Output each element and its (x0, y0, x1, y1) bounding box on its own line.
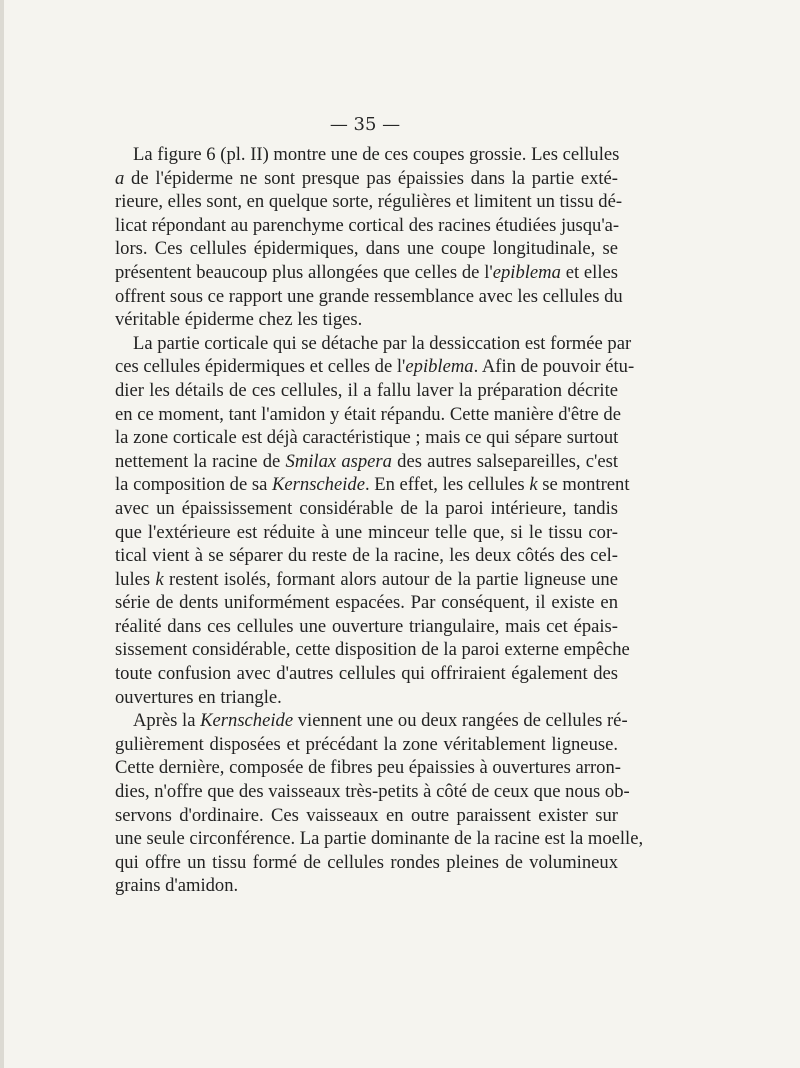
text-line (115, 450, 618, 474)
text-segment: offrent sous ce rapport une grande ressemblance avec les cellules du (115, 285, 623, 307)
text-segment: restent isolés, formant alors autour de la partie ligneuse une (163, 568, 618, 590)
text-segment: servons d'ordinaire. Ces vaisseaux en outre paraissent exister sur (115, 804, 618, 826)
text-segment: Après la (133, 710, 201, 732)
text-segment: . Afin de pouvoir étu- (473, 356, 635, 378)
text-line (115, 686, 618, 710)
text-line (115, 261, 618, 285)
italic-term: a (115, 167, 125, 189)
text-segment: des autres salsepareilles, c'est (391, 450, 619, 472)
italic-term: Kernscheide (272, 474, 365, 496)
text-line (115, 473, 630, 497)
italic-term: k (155, 568, 164, 590)
page-number: — 35 — (329, 114, 401, 135)
text-segment: se montrent (537, 474, 630, 496)
text-line (115, 709, 628, 733)
text-segment: la zone corticale est déjà caractéristique ; mais ce qui sépare surtout (115, 427, 619, 449)
text-line (115, 285, 623, 309)
italic-term: Kernscheide (200, 710, 294, 732)
text-segment: La partie corticale qui se détache par la dessiccation est formée par (133, 332, 632, 354)
text-segment: en ce moment, tant l'amidon y était répandu. Cette manière d'être de (115, 403, 621, 425)
text-line (115, 332, 632, 356)
italic-term: epiblema (405, 356, 474, 378)
text-line (115, 214, 618, 238)
text-line (115, 308, 618, 332)
text-line (115, 756, 621, 780)
text-segment: que l'extérieure est réduite à une minceur telle que, si le tissu cor- (115, 521, 618, 543)
text-line (115, 355, 635, 379)
page-edge-shadow (0, 0, 4, 1068)
text-segment: réalité dans ces cellules une ouverture triangulaire, mais cet épais- (115, 615, 618, 637)
text-line (115, 662, 618, 686)
text-line (115, 426, 618, 450)
text-line (115, 827, 644, 851)
text-line (115, 190, 623, 214)
text-segment: sissement considérable, cette disposition de la paroi externe empêche (115, 639, 630, 661)
text-segment: et elles (560, 261, 618, 283)
text-line (115, 379, 618, 403)
text-segment: tical vient à se séparer du reste de la racine, les deux côtés des cel- (115, 545, 618, 567)
text-segment: licat répondant au parenchyme cortical des racines étudiées jusqu'a- (115, 214, 620, 236)
text-line (115, 521, 618, 545)
text-line (115, 568, 618, 592)
text-segment: Cette dernière, composée de fibres peu épaissies à ouvertures arron- (115, 757, 621, 779)
text-segment: véritable épiderme chez les tiges. (115, 309, 363, 331)
text-line (115, 497, 618, 521)
text-segment: qui offre un tissu formé de cellules rondes pleines de volumineux (115, 851, 618, 873)
text-segment: La figure 6 (pl. II) montre une de ces coupes grossie. Les cellules (133, 144, 620, 165)
text-segment: toute confusion avec d'autres cellules qui offriraient également des (115, 663, 618, 685)
text-line (115, 804, 618, 828)
text-segment: une seule circonférence. La partie dominante de la racine est la moelle, (115, 828, 644, 850)
text-segment: nettement la racine de (115, 450, 286, 472)
text-segment: gulièrement disposées et précédant la zone véritablement ligneuse. (115, 733, 618, 755)
text-line (115, 780, 630, 804)
text-line (115, 591, 618, 615)
text-segment: ouvertures en triangle. (115, 686, 282, 708)
text-segment: lors. Ces cellules épidermiques, dans une coupe longitudinale, se (115, 238, 618, 260)
text-line (115, 143, 618, 167)
body-text (115, 143, 644, 898)
italic-term: Smilax aspera (285, 450, 392, 472)
text-segment: la composition de sa (115, 474, 272, 496)
text-line (115, 544, 618, 568)
text-line (115, 851, 618, 875)
text-line (115, 167, 618, 191)
text-segment: ces cellules épidermiques et celles de l' (115, 356, 406, 378)
italic-term: k (529, 474, 538, 496)
text-line (115, 237, 618, 261)
text-line (115, 403, 621, 427)
text-segment: série de dents uniformément espacées. Par conséquent, il existe en (115, 592, 618, 614)
text-segment: présentent beaucoup plus allongées que celles de l' (115, 261, 493, 283)
text-segment: avec un épaississement considérable de la paroi intérieure, tandis (115, 497, 618, 519)
text-line (115, 874, 618, 898)
text-segment: viennent une ou deux rangées de cellules ré- (293, 710, 628, 732)
text-line (115, 615, 618, 639)
text-segment: grains d'amidon. (115, 875, 239, 897)
text-segment: dies, n'offre que des vaisseaux très-petits à côté de ceux que nous ob- (115, 781, 630, 803)
text-segment: lules (115, 568, 156, 590)
text-segment: de l'épiderme ne sont presque pas épaissies dans la partie exté- (124, 167, 618, 189)
text-segment: dier les détails de ces cellules, il a fallu laver la préparation décrite (115, 379, 618, 401)
text-segment: rieure, elles sont, en quelque sorte, régulières et limitent un tissu dé- (115, 191, 623, 213)
text-line (115, 638, 630, 662)
italic-term: epiblema (492, 261, 561, 283)
text-line (115, 733, 618, 757)
text-segment: . En effet, les cellules (364, 474, 530, 496)
